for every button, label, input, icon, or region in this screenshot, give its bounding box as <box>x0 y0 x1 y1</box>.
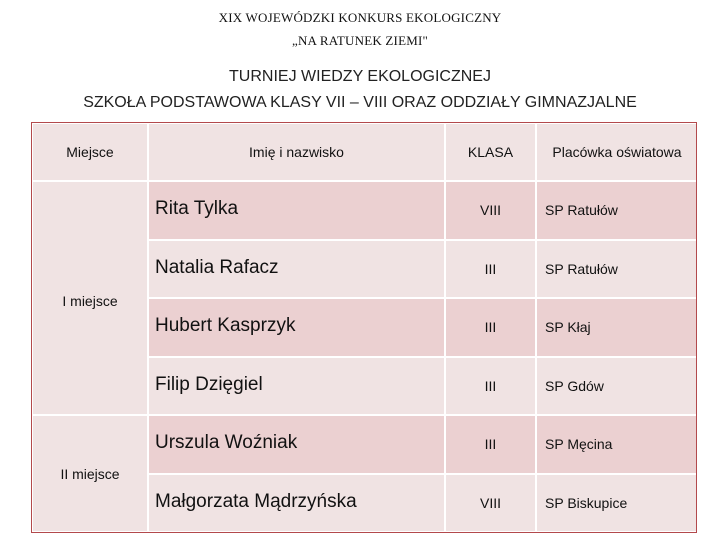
contest-title: XIX WOJEWÓDZKI KONKURS EKOLOGICZNY <box>218 10 502 25</box>
participant-class: III <box>445 357 536 416</box>
participant-class: III <box>445 415 536 474</box>
column-header-name: Imię i nazwisko <box>148 123 445 181</box>
column-header-place: Miejsce <box>32 123 148 181</box>
contest-subtitle: „NA RATUNEK ZIEMI" <box>292 33 428 48</box>
participant-class: III <box>445 240 536 299</box>
participant-name: Natalia Rafacz <box>148 240 445 299</box>
tournament-title: TURNIEJ WIEDZY EKOLOGICZNEJ <box>229 68 491 85</box>
school-category: SZKOŁA PODSTAWOWA KLASY VII – VIII ORAZ ODDZIAŁY GIMNAZJALNE <box>83 94 637 111</box>
participant-name: Filip Dzięgiel <box>148 357 445 416</box>
participant-school: SP Ratułów <box>536 181 698 240</box>
results-table <box>31 122 699 533</box>
participant-school: SP Biskupice <box>536 474 698 533</box>
participant-name: Urszula Woźniak <box>148 415 445 474</box>
participant-name: Rita Tylka <box>148 181 445 240</box>
table-header-row <box>32 123 698 181</box>
table-row <box>32 181 698 240</box>
place-second: II miejsce <box>32 415 148 532</box>
table-row <box>32 415 698 474</box>
participant-class: VIII <box>445 181 536 240</box>
participant-name: Małgorzata Mądrzyńska <box>148 474 445 533</box>
column-header-school: Placówka oświatowa <box>536 123 698 181</box>
participant-school: SP Męcina <box>536 415 698 474</box>
participant-school: SP Ratułów <box>536 240 698 299</box>
participant-class: III <box>445 298 536 357</box>
place-first: I miejsce <box>32 181 148 415</box>
participant-name: Hubert Kasprzyk <box>148 298 445 357</box>
participant-school: SP Gdów <box>536 357 698 416</box>
column-header-class: KLASA <box>445 123 536 181</box>
participant-class: VIII <box>445 474 536 533</box>
participant-school: SP Kłaj <box>536 298 698 357</box>
